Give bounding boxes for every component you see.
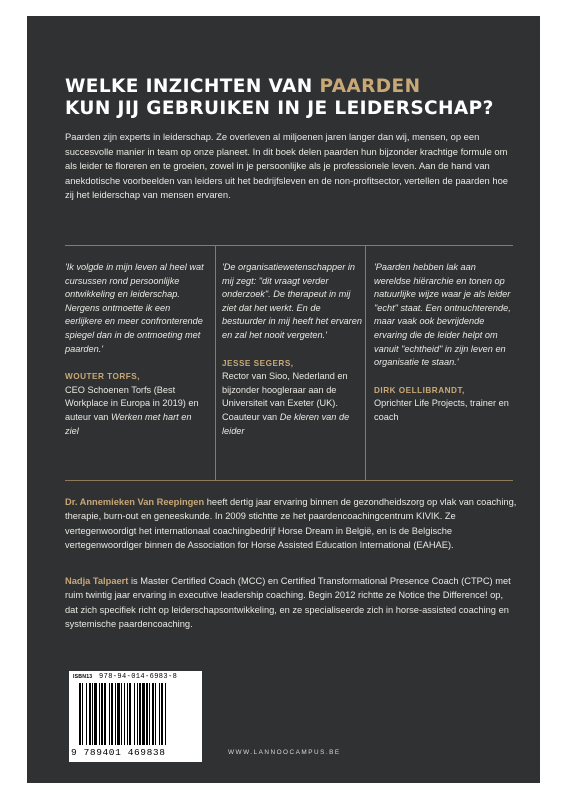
testimonial-role: Oprichter Life Projects, trainer en coach [374,398,509,422]
isbn-barcode [69,671,202,762]
book-back-cover [27,16,540,783]
title-highlight: PAARDEN [319,76,421,97]
publisher-website: WWW.LANNOOCAMPUS.BE [228,749,341,756]
title-line1-part1: WELKE INZICHTEN VAN [65,76,320,97]
testimonials [65,245,513,481]
testimonial-role: CEO Schoenen Torfs (Best Workplace in Europa in 2019) en auteur van Werken met hart en ziel [65,384,199,436]
testimonial-quote: 'De organisatiewetenschapper in mij zegt: "dit vraagt verder onderzoek". De therapeut in mij ziet dat het werkt. En de bestuurder in mij heeft het ervaren en zal het nooit vergeten.' [222,262,362,340]
testimonial-author: JESSE SEGERS, [222,358,294,368]
author-bio-text: heeft dertig jaar ervaring binnen de gezondheidszorg op vlak van coaching, therapie, burn-out en geneeskunde. In 2009 stichtte ze het paardencoachingcentrum KIVIK. Ze vertegenwoordigt het internationaal coachingbedrijf Horse Dream in België, en is de Belgische vertegenwoordiger binnen de Association for Horse Assisted Education International (EAHAE). [65,497,517,551]
testimonial-quote: 'Ik volgde in mijn leven al heel wat cursussen rond persoonlijke ontwikkeling en leiderschap. Nergens ontmoette ik een eerlijkere en meer confronterende spiegel dan in de ontmoeting met paarden.' [65,262,204,354]
testimonial-2 [215,246,365,480]
testimonial-role: Rector van Sioo, Nederland en bijzonder hoogleraar aan de Universiteit van Exeter (UK). Coauteur van De kleren van de leider [222,371,350,436]
title-line2: KUN JIJ GEBRUIKEN IN JE LEIDERSCHAP? [65,98,494,119]
testimonial-1 [65,246,207,480]
barcode-icon [79,683,192,747]
author-name: Dr. Annemieken Van Reepingen [65,497,205,507]
author-bio-1 [65,495,518,553]
testimonial-author: WOUTER TORFS, [65,372,141,382]
cover-title [65,76,525,120]
intro-paragraph: Paarden zijn experts in leiderschap. Ze overleven al miljoenen jaren langer dan wij, mensen, op een succesvolle manier in team op onze planeet. In dit boek delen paarden hun bijzonder krachtige formule om als leider te floreren en te groeien, zowel in je persoonlijke als je professionele leven. Aan de hand van anekdotische voorbeelden van leiders uit het bedrijfsleven en de non-profitsector, vertellen de paarden hoe zij het leiderschap van mensen ervaren. [65,131,508,201]
testimonial-author: DIRK OELLIBRANDT, [374,385,465,395]
isbn-label: ISBN13 [73,674,93,680]
isbn-number: 978-94-014-6983-8 [99,673,178,681]
author-bio-2 [65,574,518,632]
author-bio-text: is Master Certified Coach (MCC) en Certified Transformational Presence Coach (CTPC) met ruim twintig jaar ervaring in executive leadership coaching. Begin 2012 richtte ze Notice the Difference! op, dat zich specifiek richt op leiderschapsontwikkeling, en ze specialiseerde zich in horse-assisted coaching en systemische paardencoaching. [65,576,511,630]
testimonial-3 [365,246,513,480]
testimonial-quote: 'Paarden hebben lak aan wereldse hiërarchie en tonen op natuurlijke wijze waar je als leider "echt" staat. Een ontnuchterende, maar vaak ook bevrijdende ervaring die de leider helpt om vanuit "echtheid" in zijn leven en organisatie te staan.' [374,262,511,368]
barcode-digits: 9 789401 469838 [71,747,166,758]
author-name: Nadja Talpaert [65,576,129,586]
